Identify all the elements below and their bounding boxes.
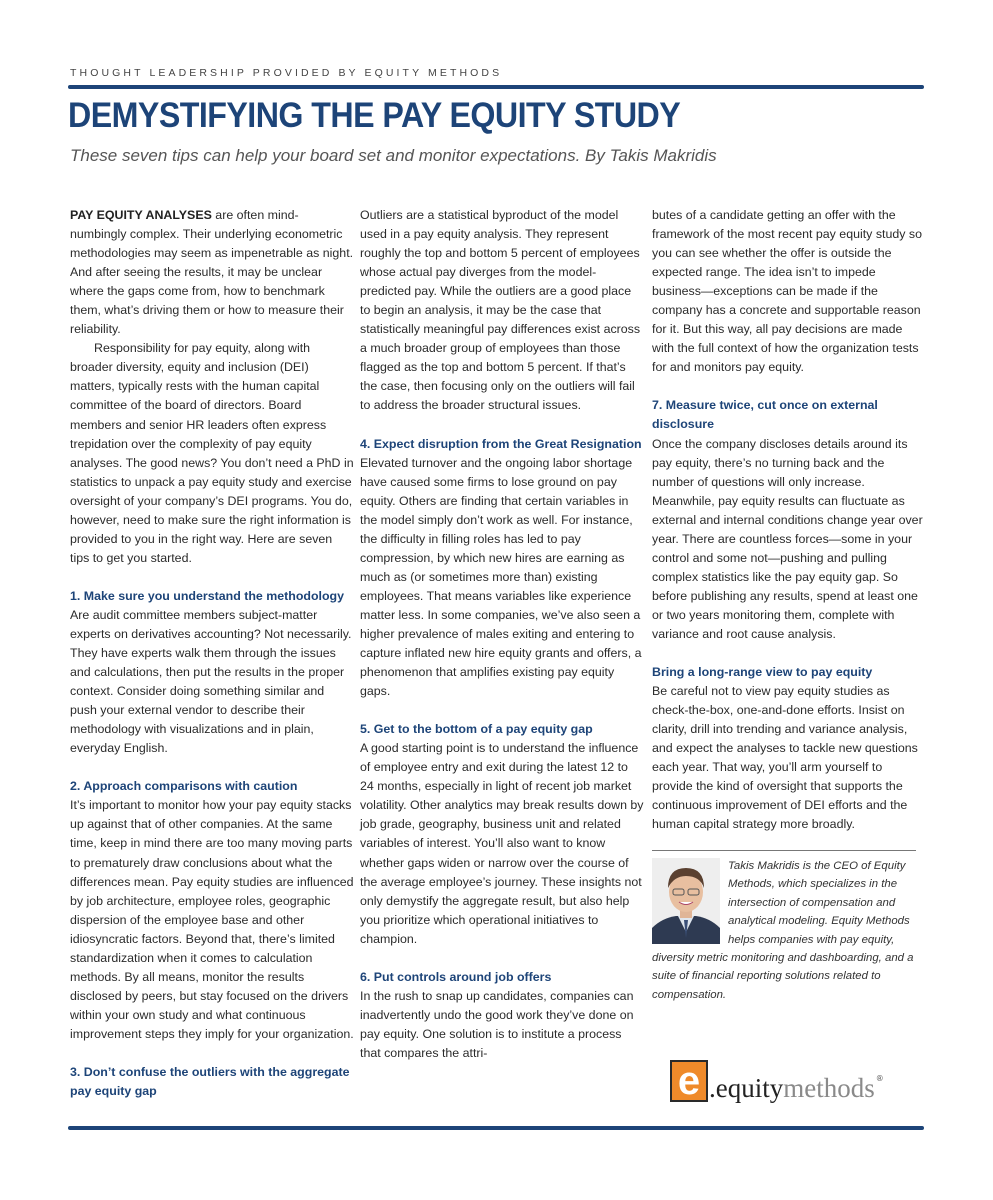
- page-title: DEMYSTIFYING THE PAY EQUITY STUDY: [68, 96, 681, 135]
- logo-mark-icon: [670, 1060, 708, 1102]
- tip-6-body-continued: butes of a candidate getting an offer with the framework of the most recent pay equity study so you can see whether the offer is outside the expected range. The idea isn’t to impede business—exceptions can be made if the company has a concrete and supportable reason for it. But this way, all pay decisions are made with the full context of how the organization tests for and monitors pay equity.: [652, 208, 922, 375]
- tip-6-heading: 6. Put controls around job offers: [360, 969, 552, 984]
- kicker: THOUGHT LEADERSHIP PROVIDED BY EQUITY METHODS: [70, 67, 503, 79]
- tip-1-heading: 1. Make sure you understand the methodology: [70, 588, 345, 603]
- closing-body: Be careful not to view pay equity studies as check-the-box, one-and-done efforts. Insist on clarity, drill into trending and variance analysis, and expect the analyses to tackle new questions each year. That way, you’ll arm yourself to provide the kind of oversight that supports the continuous improvement of DEI efforts and the human capital strategy more broadly.: [652, 684, 918, 832]
- intro-paragraph: [70, 206, 354, 339]
- tip-3-heading: 3. Don’t confuse the outliers with the aggregate pay equity gap: [70, 1064, 350, 1099]
- tip-2-body: It’s important to monitor how your pay equity stacks up against that of other companies. At the same time, keep in mind there are too many moving parts to prematurely draw conclusions about what the differences mean. Pay equity studies are influenced by job architecture, employee roles, geographic dispersion of the employee base and other idiosyncratic factors. Beyond that, there’s limited standardization when it comes to calculation methods. By all means, monitor the results disclosed by peers, but stay focused on the drivers within your own study and what continuous improvement steps they imply for your organization.: [70, 798, 354, 1041]
- tip-7-body: Once the company discloses details around its pay equity, there’s no turning back and the number of questions will only increase. Meanwhile, pay equity results can fluctuate as external and internal conditions change year over year. There are countless forces—some in your control and some not—pushing and pulling complex statistics like the pay equity gap. So before publishing any results, spend at least one or two years monitoring them, complete with variance and root cause analysis.: [652, 436, 923, 641]
- logo-word-equity: .equity: [709, 1073, 784, 1103]
- equity-methods-logo: [670, 1056, 884, 1102]
- tip-1-body: Are audit committee members subject-matter experts on derivatives accounting? Not necessarily. They have experts walk them through the issues and calculations, then put the results in the proper context. Consider doing something similar and push your external vendor to describe their methodology with visualizations and in plain, everyday English.: [70, 607, 352, 756]
- author-bio: [652, 857, 920, 1004]
- tip-4-body: Elevated turnover and the ongoing labor shortage have caused some firms to lose ground on pay equity. Others are finding that certain variables in the model simply don’t work as well. For instance, the difficulty in filling roles has led to pay compression, by which new hires are earning as much as (or sometimes more than) existing employees. That means variables like experience matter less. In some companies, we’ve also seen a higher prevalence of males exiting and entering to capture inflated new hire equity grants and offers, a phenomenon that amplifies existing pay equity gaps.: [360, 455, 642, 699]
- author-bio-text: Takis Makridis is the CEO of Equity Methods, which specializes in the intersection of compensation and analytical modeling. Equity Methods helps companies with pay equity, diversity metric monitoring and dashboarding, and a suite of financial reporting solutions related to compensation.: [652, 860, 914, 1001]
- tip-4-heading: 4. Expect disruption from the Great Resignation: [360, 436, 642, 451]
- logo-trademark: ®: [875, 1074, 884, 1083]
- closing-heading: Bring a long-range view to pay equity: [652, 665, 873, 680]
- logo-mark-letter: e: [677, 1059, 701, 1103]
- bottom-rule: [68, 1126, 924, 1130]
- tip-5-body: A good starting point is to understand the influence of employee entry and exit during the latest 12 to 24 months, especially in light of recent job market volatility. Other analytics may break results down by job grade, geography, business unit and related variables of interest. You’ll also want to know whether gaps widen or narrow over the course of the average employee’s journey. These insights not only demystify the aggregate result, but also help you prioritize which operational initiatives to champion.: [360, 741, 644, 946]
- tip-5-heading: 5. Get to the bottom of a pay equity gap: [360, 722, 593, 737]
- bio-divider: [652, 850, 916, 851]
- subtitle-byline: These seven tips can help your board set and monitor expectations. By Takis Makridis: [70, 146, 717, 165]
- tip-7-heading: 7. Measure twice, cut once on external disclosure: [652, 398, 878, 432]
- column-2: [360, 206, 644, 1063]
- tip-6-body: In the rush to snap up candidates, companies can inadvertently undo the good work they’ve done on pay equity. One solution is to institute a process that compares the attri-: [360, 988, 634, 1060]
- column-3: [652, 206, 924, 834]
- intro-text: are often mind-numbingly complex. Their underlying econometric methodologies may seem as impenetrable as night. And after seeing the results, it may be unclear where the gaps come from, how to benchmark them, what’s driving them or how to measure their reliability.: [70, 208, 354, 337]
- tip-3-body: Outliers are a statistical byproduct of the model used in a pay equity analysis. They represent roughly the top and bottom 5 percent of employees whose actual pay diverges from the model-predicted pay. While the outliers are a good place to begin an analysis, it may be the case that statistically meaningful pay differences exist across a much broader group of employees than those flagged as the top and bottom 5 percent. If that’s the case, then focusing only on the outliers will fail to address the broader structural issues.: [360, 208, 641, 413]
- column-1: [70, 206, 354, 1101]
- top-rule: [68, 85, 924, 89]
- intro-paragraph-2: Responsibility for pay equity, along with broader diversity, equity and inclusion (DEI) matters, typically rests with the human capital committee of the board of directors. Board members and senior HR leaders often express trepidation over the complexity of pay equity analyses. The good news? You don’t need a PhD in statistics to unpack a pay equity study and exercise oversight of your company’s DEI programs. You do, however, need to make sure the right information is provided to you in the right way. Here are seven tips to get you started.: [70, 341, 354, 565]
- logo-word-methods: methods: [783, 1073, 875, 1103]
- tip-2-heading: 2. Approach comparisons with caution: [70, 779, 298, 794]
- lead-in: PAY EQUITY ANALYSES: [70, 208, 212, 222]
